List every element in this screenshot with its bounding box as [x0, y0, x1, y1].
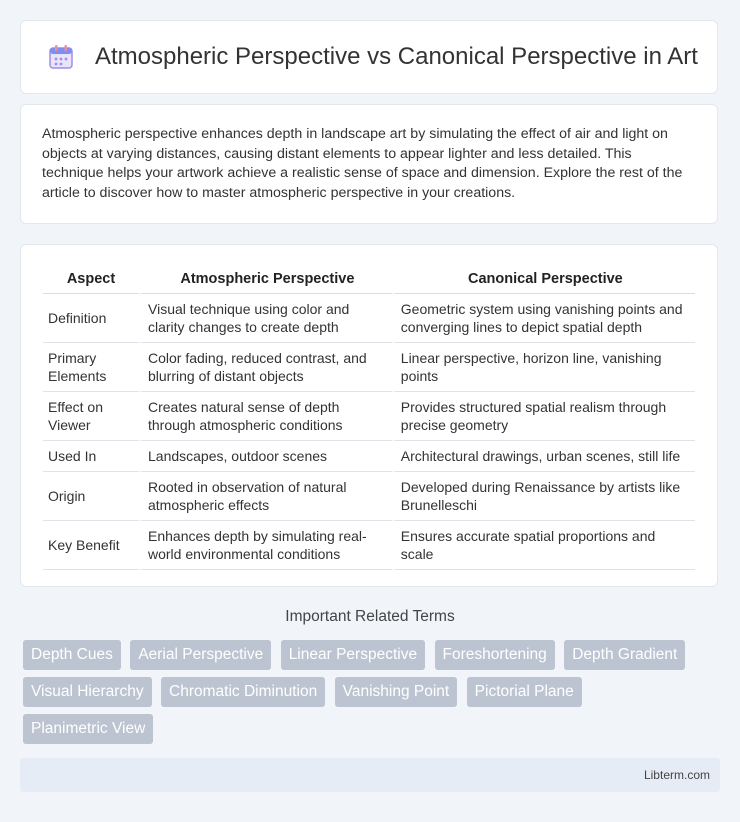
header-atmospheric: Atmospheric Perspective	[139, 265, 392, 294]
footer-site-link[interactable]: Libterm.com	[643, 768, 710, 782]
header-aspect: Aspect	[43, 265, 139, 294]
tag-linear-perspective[interactable]: Linear Perspective	[281, 640, 425, 670]
table-cell: Enhances depth by simulating real-world environmental conditions	[139, 521, 392, 570]
table-cell: Developed during Renaissance by artists like Brunelleschi	[392, 472, 695, 521]
table-cell: Architectural drawings, urban scenes, still life	[392, 441, 695, 472]
footer	[20, 758, 720, 792]
page-title: Atmospheric Perspective vs Canonical Perspective in Art	[95, 43, 698, 70]
comparison-table	[43, 265, 695, 570]
table-row	[43, 343, 695, 392]
table-cell: Key Benefit	[43, 521, 139, 570]
table-cell: Color fading, reduced contrast, and blurring of distant objects	[139, 343, 392, 392]
table-row	[43, 294, 695, 343]
table-header-row	[43, 265, 695, 294]
table-cell: Effect on Viewer	[43, 392, 139, 441]
table-row	[43, 441, 695, 472]
tag-foreshortening[interactable]: Foreshortening	[435, 640, 555, 670]
tag-depth-cues[interactable]: Depth Cues	[23, 640, 121, 670]
table-row	[43, 392, 695, 441]
table-cell: Used In	[43, 441, 139, 472]
tag-aerial-perspective[interactable]: Aerial Perspective	[130, 640, 271, 670]
table-cell: Landscapes, outdoor scenes	[139, 441, 392, 472]
intro-text: Atmospheric perspective enhances depth in landscape art by simulating the effect of air and light on objects at varying distances, causing distant elements to appear lighter and less detailed. This technique helps your artwork achieve a realistic sense of space and dimension. Explore the rest of the article to discover how to master atmospheric perspective in your creations.	[42, 126, 683, 201]
table-cell: Ensures accurate spatial proportions and scale	[392, 521, 695, 570]
table-cell: Visual technique using color and clarity changes to create depth	[139, 294, 392, 343]
related-terms-list	[23, 640, 723, 751]
intro-card	[20, 104, 718, 224]
table-cell: Rooted in observation of natural atmospheric effects	[139, 472, 392, 521]
related-terms-title: Important Related Terms	[285, 608, 455, 625]
table-cell: Origin	[43, 472, 139, 521]
tag-visual-hierarchy[interactable]: Visual Hierarchy	[23, 677, 152, 707]
tag-depth-gradient[interactable]: Depth Gradient	[564, 640, 685, 670]
header-card	[20, 20, 718, 94]
tag-chromatic-diminution[interactable]: Chromatic Diminution	[161, 677, 325, 707]
header-canonical: Canonical Perspective	[392, 265, 695, 294]
table-cell: Primary Elements	[43, 343, 139, 392]
table-row	[43, 521, 695, 570]
table-cell: Geometric system using vanishing points and converging lines to depict spatial depth	[392, 294, 695, 343]
comparison-table-card	[20, 244, 718, 587]
table-cell: Definition	[43, 294, 139, 343]
tag-pictorial-plane[interactable]: Pictorial Plane	[467, 677, 582, 707]
tag-vanishing-point[interactable]: Vanishing Point	[335, 677, 458, 707]
table-cell: Creates natural sense of depth through atmospheric conditions	[139, 392, 392, 441]
tag-planimetric-view[interactable]: Planimetric View	[23, 714, 153, 744]
calendar-icon	[47, 43, 75, 71]
table-row	[43, 472, 695, 521]
table-cell: Linear perspective, horizon line, vanishing points	[392, 343, 695, 392]
table-cell: Provides structured spatial realism through precise geometry	[392, 392, 695, 441]
